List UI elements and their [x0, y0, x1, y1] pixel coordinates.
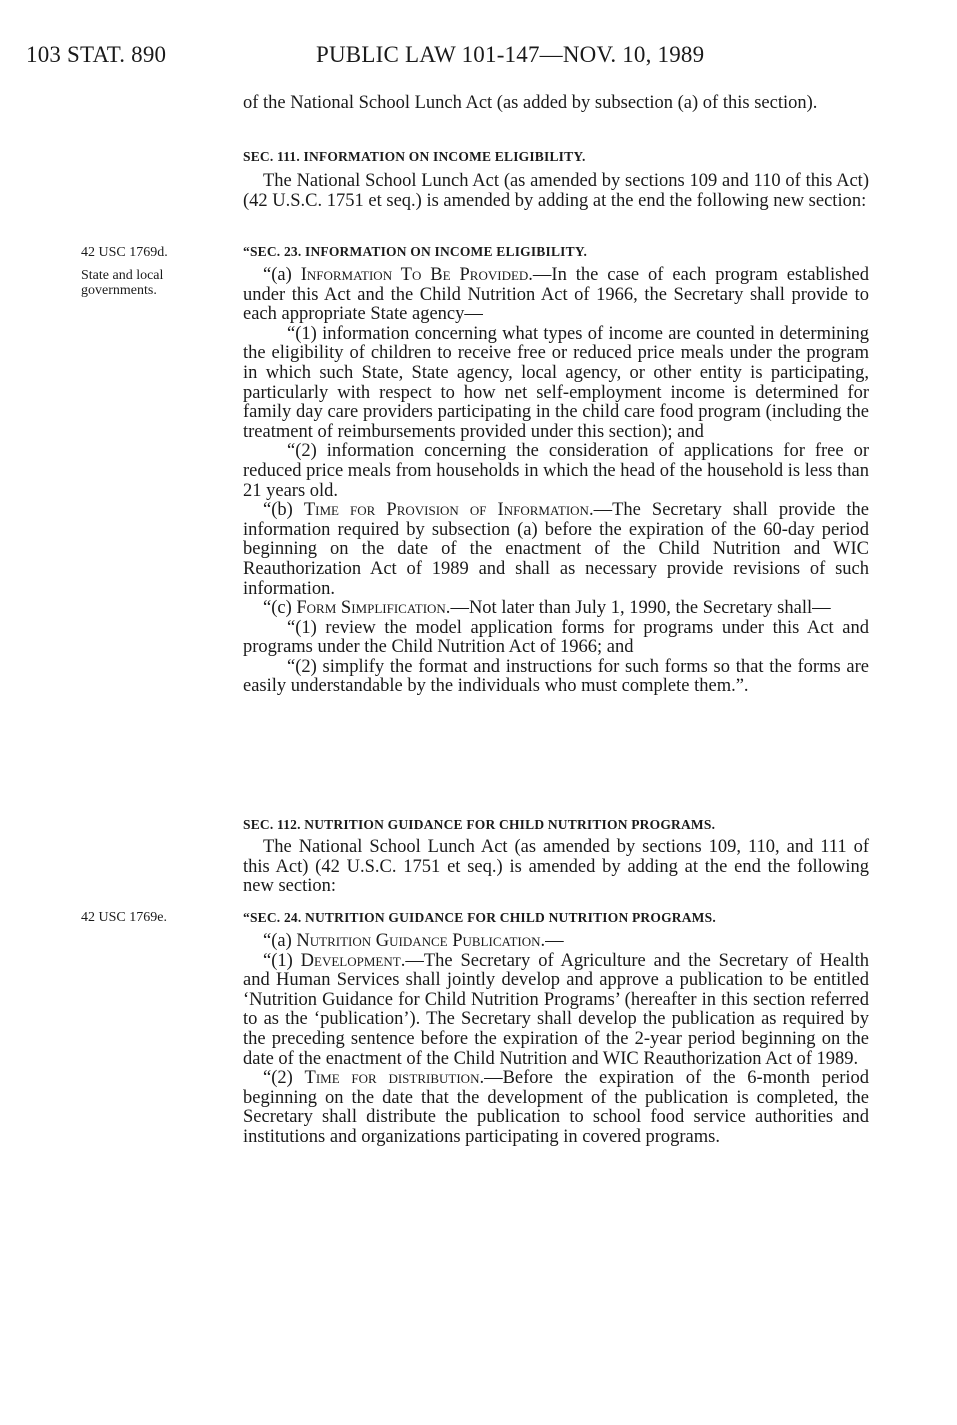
subsection-b [243, 501, 869, 599]
subsection-24a-dash: — [545, 931, 564, 951]
subsection-a-prefix: “(a) [263, 265, 301, 285]
margin-note-usc-1769d: 42 USC 1769d. [81, 245, 168, 260]
section-23-heading-block [243, 242, 869, 262]
subsection-a-title: Information To Be Provided. [300, 265, 533, 285]
paragraph-24a2-text: —Before the expiration of the 6-month period beginning on the date that the development of the publication is completed, the Secretary shall distribute the publication to school food service authorities and institutions and organizations participating in covered programs. [243, 1068, 869, 1147]
paragraph-c1: “(1) review the model application forms for programs under this Act and programs under the Child Nutrition Act of 1966; and [243, 617, 869, 658]
subsection-24a [243, 932, 869, 952]
section-112-heading: SEC. 112. NUTRITION GUIDANCE FOR CHILD NUTRITION PROGRAMS. [243, 817, 716, 832]
carryover-paragraph [243, 94, 869, 114]
margin-note-state-local: State and local governments. [81, 268, 164, 298]
subsection-b-title: Time for Provision of Information. [303, 500, 594, 521]
paragraph-24a1-text: —The Secretary of Agriculture and the Secretary of Health and Human Services shall jointly develop and approve a publication to be entitled ‘Nutrition Guidance for Child Nutrition Programs’ (hereafter in this section referred to as the ‘publication’). The Secretary shall develop the publication as required by the preceding sentence before the expiration of the 2-year period beginning on the date of the enactment of the Child Nutrition and WIC Reauthorization Act of 1989. [243, 950, 869, 1069]
paragraph-24a1-title: Development. [300, 950, 406, 971]
section-23-body [243, 266, 869, 697]
page-stat-number: 103 STAT. 890 [26, 42, 167, 67]
paragraph-24a2 [243, 1069, 869, 1147]
subsection-a [243, 266, 869, 325]
subsection-c-text: —Not later than July 1, 1990, the Secretary shall— [450, 598, 831, 619]
section-112-intro: The National School Lunch Act (as amended by sections 109, 110, and 111 of this Act) (42 U.S.C. 1751 et seq.) is amended by adding at the end the following new section: [243, 837, 869, 897]
page-running-title: PUBLIC LAW 101-147—NOV. 10, 1989 [316, 42, 705, 67]
subsection-b-text: —The Secretary shall provide the information required by subsection (a) before the expiration of the 60-day period beginning on the date of the enactment of the Child Nutrition and WIC Reauthorization Act of 1989 and shall as necessary provide revisions of such information. [243, 500, 869, 599]
section-111-heading-block [243, 147, 869, 167]
paragraph-c2: “(2) simplify the format and instructions for such forms so that the forms are easily understandable by the individuals who must complete them.”. [243, 656, 869, 697]
section-112-intro-block [243, 838, 869, 897]
section-111-intro-block [243, 172, 869, 211]
subsection-b-prefix: “(b) [263, 500, 304, 521]
margin-note-usc-1769e: 42 USC 1769e. [81, 910, 167, 925]
section-112-heading-block [243, 815, 869, 835]
paragraph-24a1-prefix: “(1) [263, 950, 301, 971]
paragraph-a2: “(2) information concerning the consideration of applications for free or reduced price meals from households in which the head of the household is less than 21 years old. [243, 441, 869, 501]
subsection-24a-title: Nutrition Guidance Publication. [296, 931, 546, 951]
paragraph-a1: “(1) information concerning what types of income are counted in determining the eligibility of children to receive free or reduced price meals under the program in which such State, State agency, local agency, or other entity is participating, particularly with respect to how net self-employment income is determined for family day care providers participating in the child care food program (including the treatment of reimbursements provided under this section); and [243, 323, 869, 442]
section-111-heading: SEC. 111. INFORMATION ON INCOME ELIGIBILITY. [243, 149, 586, 164]
subsection-c-prefix: “(c) [263, 598, 297, 619]
section-24-heading: “SEC. 24. NUTRITION GUIDANCE FOR CHILD NUTRITION PROGRAMS. [243, 910, 716, 925]
section-23-heading: “SEC. 23. INFORMATION ON INCOME ELIGIBILITY. [243, 244, 588, 259]
subsection-a-text: —In the case of each program established under this Act and the Child Nutrition Act of 1966, the Secretary shall provide to each appropriate State agency— [243, 265, 870, 325]
subsection-c-title: Form Simplification. [296, 598, 451, 619]
section-111-intro: The National School Lunch Act (as amended by sections 109 and 110 of this Act) (42 U.S.C. 1751 et seq.) is amended by adding at the end the following new section: [243, 171, 869, 211]
section-24-body [243, 932, 869, 1148]
paragraph-24a2-prefix: “(2) [263, 1068, 305, 1089]
subsection-24a-prefix: “(a) [263, 931, 297, 951]
carryover-text: of the National School Lunch Act (as added by subsection (a) of this section). [243, 93, 818, 113]
paragraph-24a2-title: Time for distribution. [304, 1068, 485, 1089]
subsection-c [243, 599, 869, 619]
section-24-heading-block [243, 908, 869, 928]
paragraph-24a1 [243, 952, 869, 1070]
